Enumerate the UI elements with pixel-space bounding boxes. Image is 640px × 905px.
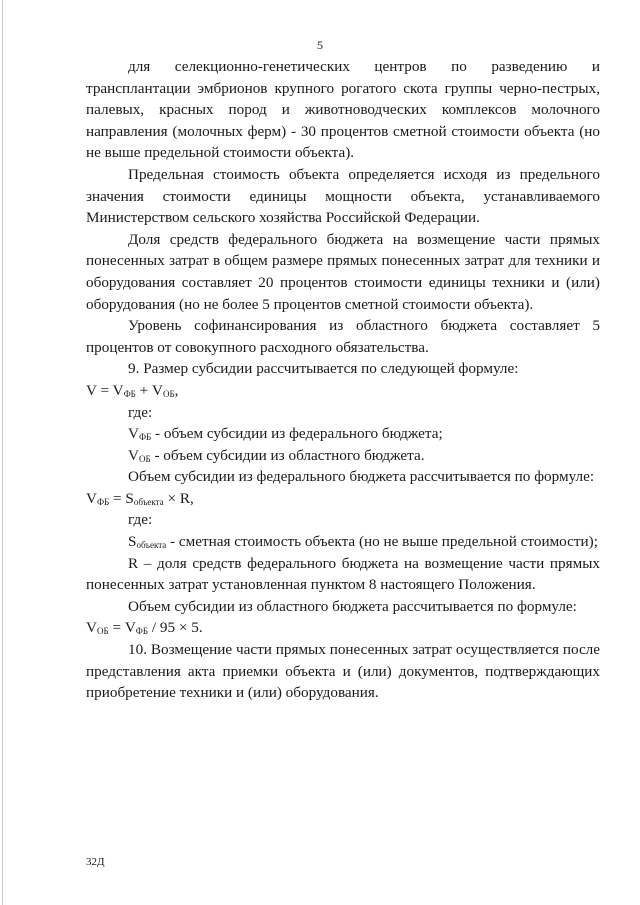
paragraph: 10. Возмещение части прямых понесенных затрат осуществляется после представления акта приемки объекта и (или) документов, подтверждающих приобретение техники и (или) оборудования. <box>86 641 600 702</box>
scan-edge <box>2 0 3 905</box>
definition-r: R – доля средств федерального бюджета на возмещение части прямых понесенных затрат установленная пунктом 8 настоящего Положения. <box>86 554 600 594</box>
paragraph: Доля средств федерального бюджета на возмещение части прямых понесенных затрат в общем размере прямых понесенных затрат для техники и оборудования составляет 20 процентов стоимости единицы техники и (или) оборудования (но не более 5 процентов сметной стоимости объекта). <box>86 230 600 313</box>
paragraph: 9. Размер субсидии рассчитывается по следующей формуле: <box>128 360 519 378</box>
formula-total-subsidy: $V = V_{ФБ} + V_{ОБ}$, <box>86 381 179 399</box>
paragraph: Предельная стоимость объекта определяется исходя из предельного значения стоимости единицы мощности объекта, устанавливаемого Министерством сельского хозяйства Российской Федерации. <box>86 165 600 227</box>
definition-vfb: $V_{ФБ}$ - объем субсидии из федерального бюджета; <box>128 425 443 443</box>
paragraph: трансплантации эмбрионов крупного рогатого скота группы черно-пестрых, палевых, красных пород и животноводческих комплексов молочного направления (молочных ферм) - 30 процентов сметной стоимости объекта (но не выше предельной стоимости объекта). <box>86 79 600 162</box>
formula-regional-subsidy: $V_{ОБ} = V_{ФБ} / 95 \times 5$. <box>86 619 203 637</box>
page-number: 5 <box>317 38 323 52</box>
paragraph: Объем субсидии из областного бюджета рассчитывается по формуле: <box>128 597 577 615</box>
where-label: где: <box>128 403 153 421</box>
paragraph: для селекционно-генетических центров по разведению и <box>128 58 600 75</box>
footer-code: 32Д <box>86 856 105 868</box>
definition-s: $S_{объекта}$ - сметная стоимость объекта (но не выше предельной стоимости); <box>128 533 598 551</box>
definition-vob: $V_{ОБ}$ - объем субсидии из областного бюджета. <box>128 446 425 464</box>
paragraph: Объем субсидии из федерального бюджета рассчитывается по формуле: <box>128 468 595 486</box>
where-label: где: <box>128 511 153 529</box>
formula-federal-subsidy: $V_{ФБ} = S_{объекта} \times R$, <box>86 489 194 507</box>
paragraph: Уровень софинансирования из областного бюджета составляет 5 процентов от совокупного расходного обязательства. <box>86 317 600 356</box>
document-body <box>86 56 600 704</box>
